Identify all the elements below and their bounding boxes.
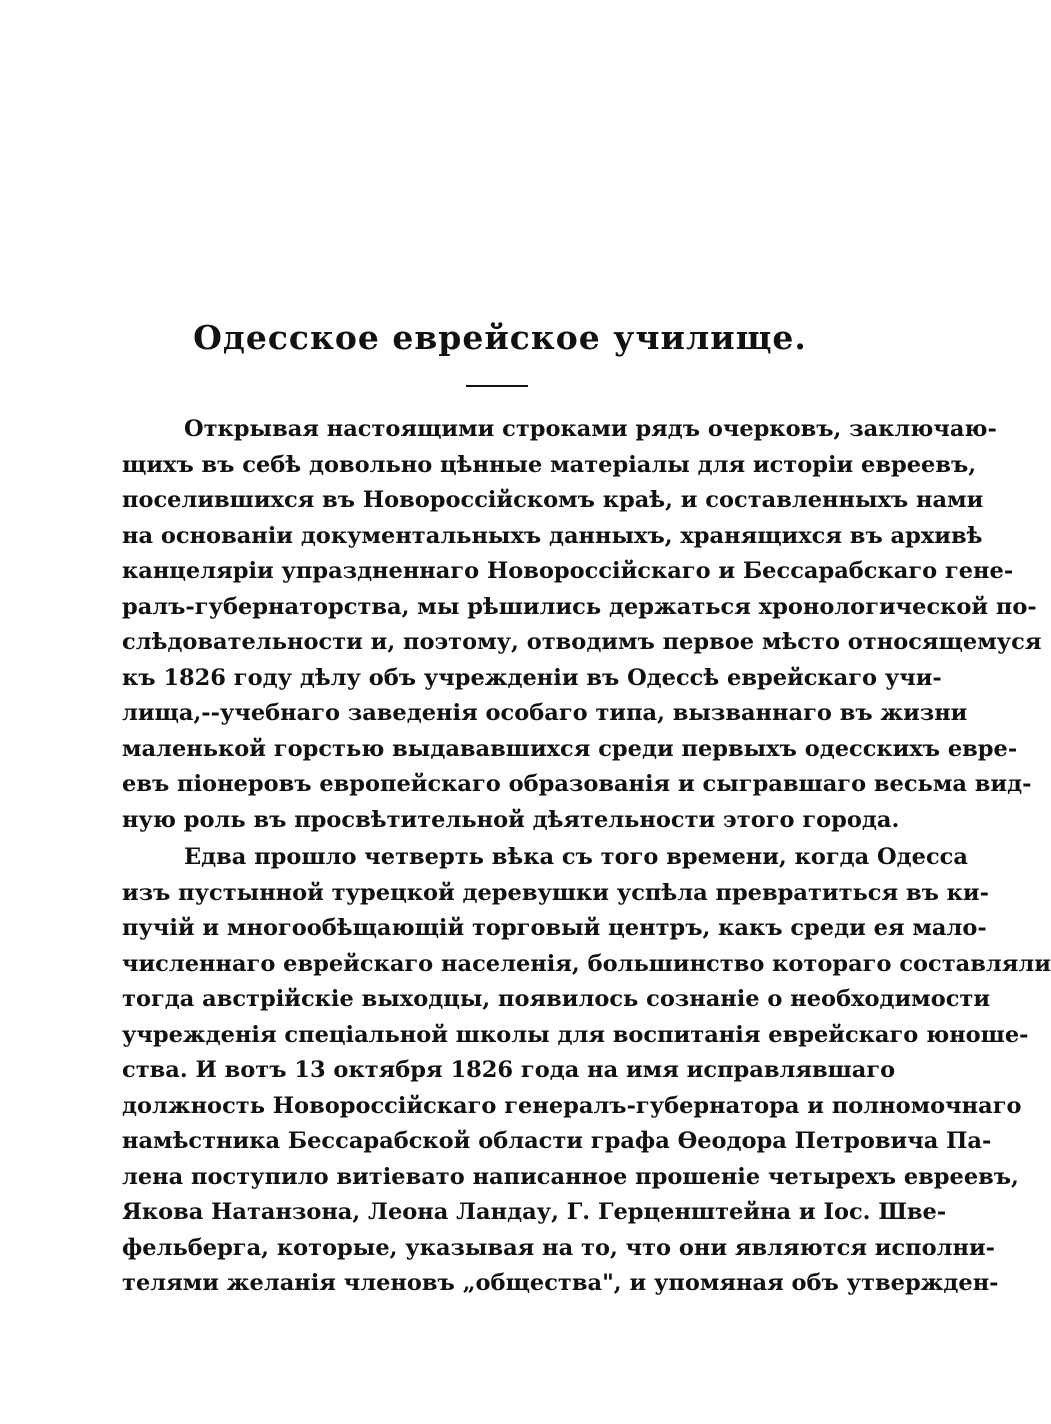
text-line: ную роль въ просвѣтительной дѣятельности этого города. xyxy=(122,806,900,833)
body-text xyxy=(122,412,1051,1302)
text-line: лища,--учебнаго заведенія особаго типа, вызваннаго въ жизни xyxy=(122,700,968,726)
text-line: Едва прошло четверть вѣка съ того времени, когда Одесса xyxy=(184,844,968,870)
text-line: на основаніи документальныхъ данныхъ, хранящихся въ архивѣ xyxy=(122,522,983,549)
text-line: слѣдовательности и, поэтому, отводимъ первое мѣсто относящемуся xyxy=(122,629,1042,655)
text-line: ралъ-губернаторства, мы рѣшились держаться хронологической по- xyxy=(122,593,1037,620)
text-line: маленькой горстью выдававшихся среди первыхъ одесскихъ евре- xyxy=(122,735,1018,762)
text-line: канцеляріи упраздненнаго Новороссійскаго и Бессарабскаго гене- xyxy=(122,558,1014,584)
text-line: намѣстника Бессарабской области графа Ѳеодора Петровича Па- xyxy=(122,1128,992,1154)
text-line: лена поступило витіевато написанное прошеніе четырехъ евреевъ, xyxy=(122,1163,1019,1190)
title-divider xyxy=(466,385,528,387)
text-line: фельберга, которые, указывая на то, что они являются исполни- xyxy=(122,1234,995,1261)
text-line: поселившихся въ Новороссійскомъ краѣ, и составленныхъ нами xyxy=(122,487,984,513)
text-line: должность Новороссійскаго генералъ-губернатора и полномочнаго xyxy=(122,1092,1022,1119)
text-line: учрежденія спеціальной школы для воспитанія еврейскаго юноше- xyxy=(122,1021,1029,1048)
text-line: численнаго еврейскаго населенія, большинство котораго составляли xyxy=(122,950,1051,977)
text-line: щихъ въ себѣ довольно цѣнные матеріалы для исторіи евреевъ, xyxy=(122,451,977,478)
text-line: тогда австрійскіе выходцы, появилось сознаніе о необходимости xyxy=(122,986,991,1012)
text-line: телями желанія членовъ „общества", и упомяная объ утвержден- xyxy=(122,1270,999,1296)
text-line: Открывая настоящими строками рядъ очерковъ, заключаю- xyxy=(184,416,997,442)
text-line: Якова Натанзона, Леона Ландау, Г. Герценштейна и Іос. Шве- xyxy=(122,1199,947,1225)
text-line: пучій и многообѣщающій торговый центръ, какъ среди ея мало- xyxy=(122,915,987,941)
text-line: изъ пустынной турецкой деревушки успѣла превратиться въ ки- xyxy=(122,879,989,906)
text-line: ства. И вотъ 13 октября 1826 года на имя исправлявшаго xyxy=(122,1057,896,1083)
page-title: Одесское еврейское училище. xyxy=(193,318,807,357)
text-line: къ 1826 году дѣлу объ учрежденіи въ Одессѣ еврейскаго учи- xyxy=(122,664,942,691)
text-line: евъ піонеровъ европейскаго образованія и сыгравшаго весьма вид- xyxy=(122,771,1032,797)
